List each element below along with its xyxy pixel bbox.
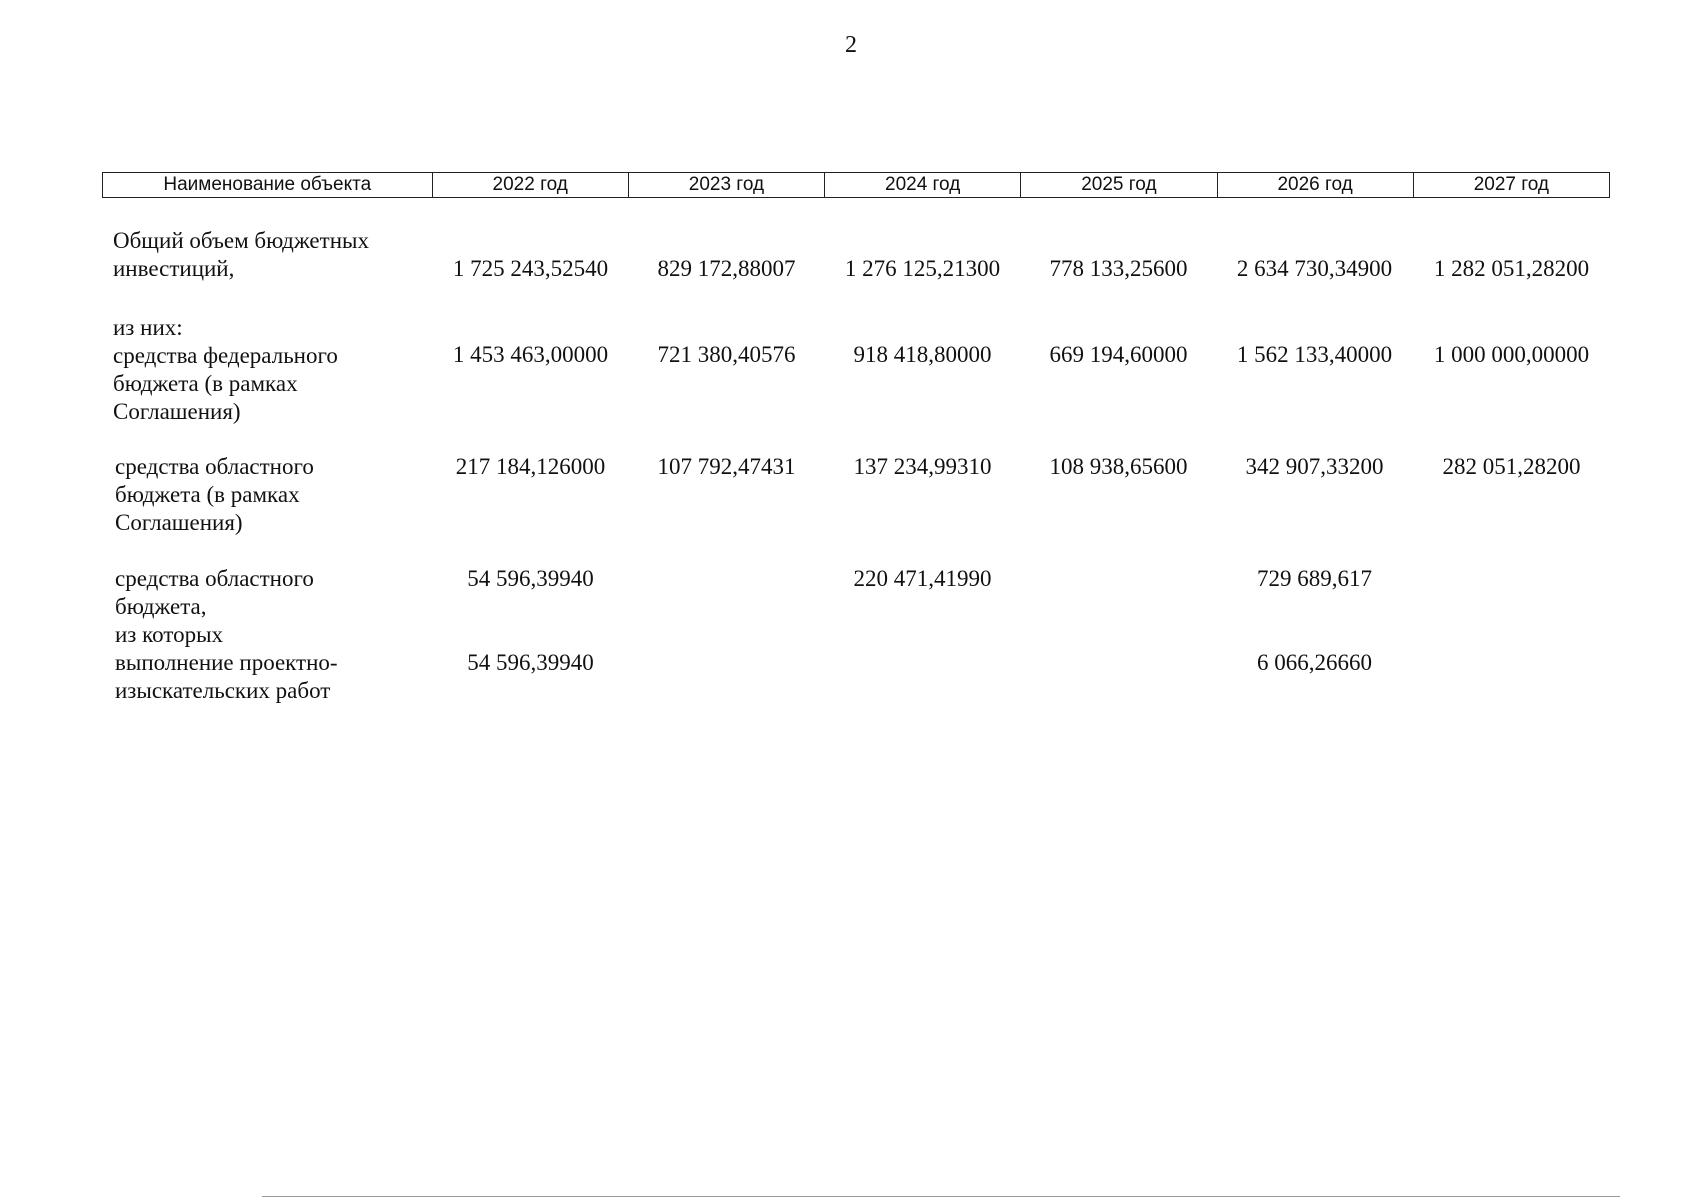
value-2026: 1 562 133,40000 <box>1236 342 1393 367</box>
value-2024: 137 234,99310 <box>853 454 992 479</box>
value-2026: 6 066,26660 <box>1257 650 1372 675</box>
value-2027: 1 282 051,28200 <box>1433 256 1590 281</box>
page-number: 2 <box>845 32 857 58</box>
row-label: выполнение проектно- изыскательских работ <box>115 650 338 703</box>
value-2025: 778 133,25600 <box>1049 256 1188 281</box>
row-label: средства областного бюджета, из которых <box>115 566 314 647</box>
value-2024: 918 418,80000 <box>853 342 992 367</box>
value-2027: 1 000 000,00000 <box>1433 342 1590 367</box>
header-object-name: Наименование объекта <box>163 174 372 195</box>
value-2022: 54 596,39940 <box>467 650 594 675</box>
value-2022: 217 184,126000 <box>455 454 606 479</box>
value-2022: 54 596,39940 <box>467 566 594 591</box>
value-2026: 342 907,33200 <box>1245 454 1384 479</box>
header-2024: 2024 год <box>824 173 1020 197</box>
row-label: из них: средства федерального бюджета (в рамках Соглашения) <box>113 315 338 424</box>
row-label: Общий объем бюджетных инвестиций, <box>113 228 369 281</box>
value-2023: 107 792,47431 <box>657 454 796 479</box>
value-2025: 669 194,60000 <box>1049 342 1188 367</box>
value-2023: 721 380,40576 <box>657 342 796 367</box>
header-2026: 2026 год <box>1217 173 1413 197</box>
header-2023: 2023 год <box>628 173 824 197</box>
value-2027: 282 051,28200 <box>1442 454 1581 479</box>
row-label: средства областного бюджета (в рамках Соглашения) <box>115 454 314 535</box>
value-2026: 2 634 730,34900 <box>1236 256 1393 281</box>
table-header <box>102 172 1610 198</box>
value-2026: 729 689,617 <box>1257 566 1372 591</box>
bottom-rule <box>262 1196 1620 1197</box>
header-2022: 2022 год <box>432 173 628 197</box>
header-2025: 2025 год <box>1020 173 1216 197</box>
header-2027: 2027 год <box>1413 173 1609 197</box>
value-2024: 220 471,41990 <box>853 566 992 591</box>
value-2024: 1 276 125,21300 <box>844 256 1001 281</box>
value-2022: 1 453 463,00000 <box>452 342 609 367</box>
value-2023: 829 172,88007 <box>657 256 796 281</box>
value-2025: 108 938,65600 <box>1049 454 1188 479</box>
value-2022: 1 725 243,52540 <box>452 256 609 281</box>
